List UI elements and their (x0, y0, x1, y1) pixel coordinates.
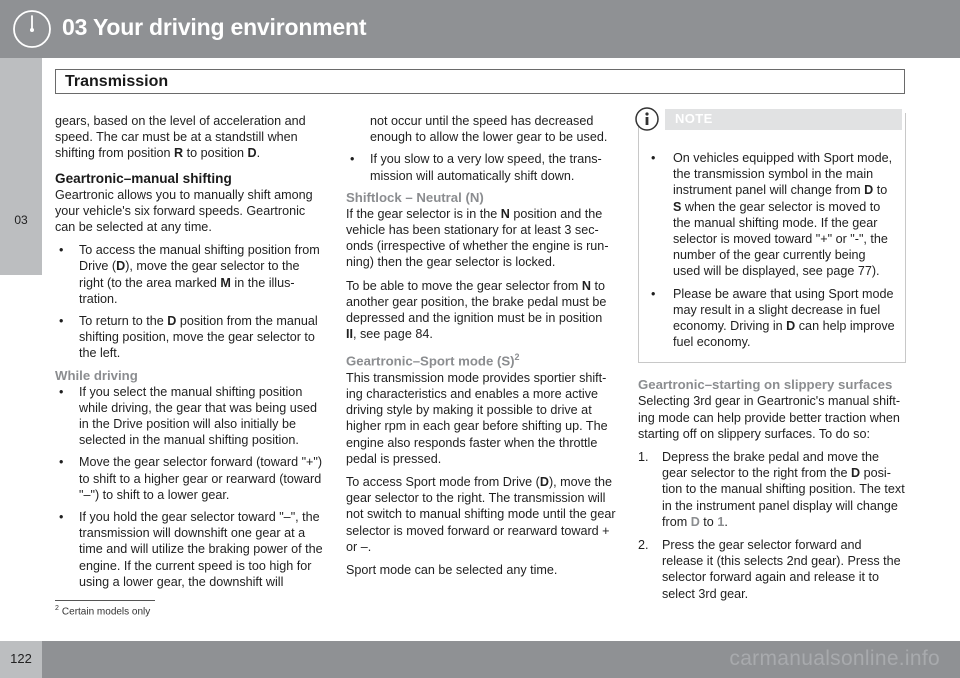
info-icon (635, 107, 659, 131)
continued-bullet-text: not occur until the speed has decreased enough to allow the lower gear to be used. (370, 114, 608, 145)
section-title: Transmission (65, 73, 169, 90)
manual-shifting-list (55, 242, 325, 361)
list-item: 1. Depress the brake pedal and move the gear selector to the right from the D position to the manual shifting position. The text in the instrument panel display will change from D to 1. (638, 450, 905, 529)
column-3 (638, 113, 906, 609)
list-item: • To access the manual shifting position from Drive (D), move the gear selector to the right (to the area marked M in the illustration. (55, 242, 325, 307)
column-1 (55, 113, 325, 596)
slow-speed-list (346, 151, 616, 183)
note-label: NOTE (675, 111, 713, 126)
intro-paragraph: gears, based on the level of acceleration and speed. The car must be at a standstill when shifting from position R to position D. (55, 114, 306, 161)
page-number: 122 (10, 651, 32, 666)
note-list (647, 150, 895, 350)
list-item: • If you select the manual shifting position while driving, the gear that was being used in the Drive position will also initially be selected in the manual shifting position. (55, 384, 325, 449)
footnote-marker: 2 (514, 352, 520, 363)
manual-shifting-paragraph: Geartronic allows you to manually shift among your vehicle's six forward speeds. Geartronic can be selected at any time. (55, 187, 313, 235)
sport-access-paragraph: To access Sport mode from Drive (D), move the gear selector to the right. The transmission will not switch to manual shifting mode until the gear selector is moved forward or rearward toward + or –. (346, 475, 616, 554)
sport-mode-paragraph: This transmission mode provides sportier shifting characteristics and enables a more active driving style by making it possible to drive at higher rpm in each gear before shifting up. The engine also responds faster when the throttle pedal is pressed. (346, 370, 608, 466)
note-header (635, 105, 907, 135)
list-item: • Move the gear selector forward (toward "+") to shift to a higher gear or rearward (toward "–") to shift to a lower gear. (55, 454, 325, 503)
chapter-side-tab (0, 58, 42, 275)
while-driving-list (55, 384, 325, 590)
shiftlock-paragraph: If the gear selector is in the N position and the vehicle has been stationary for at least 3 seconds (irrespective of whether the engine is running) then the gear selector is locked. (346, 206, 609, 270)
list-item: • To return to the D position from the manual shifting position, move the gear selector to the left. (55, 313, 325, 362)
footnote: $^2$ Certain models only (55, 605, 151, 618)
footer-page-tab (0, 641, 42, 678)
chapter-title: 03 Your driving environment (62, 14, 367, 40)
heading-slippery-surfaces: Geartronic–starting on slippery surfaces (638, 377, 893, 393)
speedometer-gauge-icon (12, 9, 52, 49)
page-footer (0, 641, 960, 678)
list-item: • Please be aware that using Sport mode may result in a slight decrease in fuel economy. Driving in D can help improve fuel economy. (647, 286, 895, 351)
footnote-rule (55, 600, 155, 601)
heading-while-driving: While driving (55, 367, 138, 383)
list-item: • If you slow to a very low speed, the transmission will automatically shift down. (346, 151, 616, 183)
chapter-header (0, 0, 960, 58)
note-box (638, 113, 906, 363)
watermark: carmanualsonline.info (729, 647, 940, 670)
shiftlock-release-paragraph: To be able to move the gear selector from N to another gear position, the brake pedal must be depressed and the ignition must be in position II, see page 84. (346, 278, 607, 342)
slippery-steps (638, 449, 906, 602)
section-title-box (55, 69, 905, 94)
heading-shiftlock-neutral: Shiftlock – Neutral (N) (346, 189, 484, 205)
chapter-number: 03 (14, 213, 28, 227)
list-item: • If you hold the gear selector toward "–", the transmission will downshift one gear at a time and will utilize the braking power of the engine. If the current speed is too high for using a lower gear, the downshift will (55, 509, 325, 590)
sport-any-time-paragraph: Sport mode can be selected any time. (346, 563, 558, 578)
list-item: • On vehicles equipped with Sport mode, the transmission symbol in the main instrument panel will change from D to S when the gear selector is moved to the manual shifting mode. If the gear selector is moved toward "+" or "-", the number of the gear currently being used will be displayed, see page 77). (647, 150, 895, 280)
list-item: 2. Press the gear selector forward and release it (this selects 2nd gear). Press the selector forward again and release it to select 3rd gear. (638, 538, 901, 601)
heading-manual-shifting: Geartronic–manual shifting (55, 170, 232, 186)
heading-sport-mode: Geartronic–Sport mode $(S)^2$ (346, 352, 520, 369)
slippery-paragraph: Selecting 3rd gear in Geartronic's manual shifting mode can help provide better traction when starting off on slippery surfaces. To do so: (638, 394, 901, 441)
column-2 (346, 113, 616, 585)
